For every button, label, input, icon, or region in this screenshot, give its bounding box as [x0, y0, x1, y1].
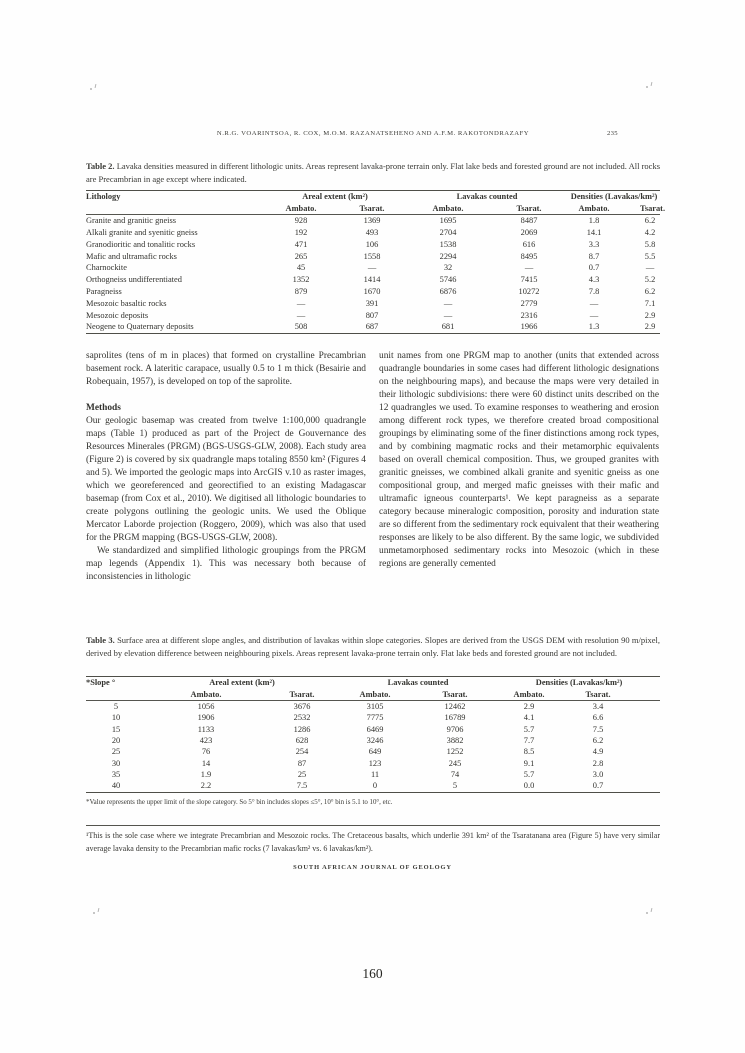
table-cell: Mafic and ultramafic rocks	[86, 251, 177, 261]
table-cell: —	[524, 263, 534, 273]
body-column-left	[86, 350, 366, 633]
page-number-top: 235	[607, 130, 618, 137]
table-cell: 4.1	[523, 713, 535, 723]
table-cell: 123	[368, 758, 382, 768]
table-cell: 6.6	[592, 713, 604, 723]
column-subheader: Ambato.	[406, 203, 490, 215]
table-cell: 8495	[520, 251, 538, 261]
table-cell: 15	[111, 724, 121, 734]
table-cell: 14.1	[586, 227, 602, 237]
table-cell: 5746	[439, 275, 457, 285]
column-group-densities: Densities (Lavakas/km²)	[535, 678, 623, 687]
table-cell: —	[367, 263, 377, 273]
column-header-slope: *Slope °	[86, 678, 116, 687]
table-row	[86, 310, 660, 322]
table-row	[86, 780, 660, 792]
table-row	[86, 274, 660, 286]
table-cell: 7775	[366, 713, 384, 723]
table-cell: 7.5	[296, 781, 308, 791]
table-cell: 928	[294, 216, 308, 226]
table-cell: Mesozoic basaltic rocks	[86, 298, 167, 308]
table-cell: 5.8	[644, 239, 656, 249]
table-cell: 2.9	[644, 322, 656, 332]
column-subheader	[86, 203, 264, 215]
table-cell: 0.0	[523, 781, 535, 791]
paragraph: unit names from one PRGM map to another (units that extended across quadrangle boundaries in some cases had different lithologic designations on the neighbouring maps), and because the maps were very detailed in their lithologic subdivisions: there were 60 distinct units described on the 12 quadrangles we used. To examine responses to weathering and erosion among different rock types, we therefore created broad compositional groupings by eliminating some of the finer distinctions among rock types, and by combining magmatic rocks and their metamorphic equivalents based on overall chemical composition. Thus, we grouped granites with granitic gneisses, we combined alkali granite and syenitic gneiss as one compositional group, and merged mafic gneisses with their mafic and ultramafic igneous counterparts¹. We kept paragneiss as a separate category because mineralogic composition, porosity and induration state are so different from the sedimentary rock equivalent that their weathering responses are likely to be also different. By the same logic, we subdivided unmetamorphosed sedimentary rocks into Mesozoic (which in these regions are generally cemented	[379, 351, 659, 569]
table-row	[86, 712, 660, 723]
table-cell: 25	[111, 747, 121, 757]
table-cell: Paragneiss	[86, 286, 122, 296]
table2-caption-label: Table 2.	[86, 161, 115, 171]
table-cell: 1695	[439, 216, 457, 226]
table-cell: 879	[294, 286, 308, 296]
table-cell: 807	[365, 310, 379, 320]
column-subheader: Ambato.	[568, 203, 620, 215]
registration-mark	[90, 84, 96, 90]
table-cell: —	[589, 298, 599, 308]
table-cell: 10	[111, 713, 121, 723]
column-subheader: Tsarat.	[338, 203, 406, 215]
paragraph: We standardized and simplified lithologic groupings from the PRGM map legends (Appendix 1). This was necessary both because of inconsistencies in lithologic	[86, 546, 366, 582]
table-cell: 5.7	[523, 769, 535, 779]
table-cell: 74	[450, 769, 460, 779]
registration-mark	[646, 908, 652, 914]
table-cell: 7.7	[523, 736, 535, 746]
table-cell: 106	[365, 239, 379, 249]
table-cell: 1369	[363, 216, 381, 226]
table-cell: 2779	[520, 298, 538, 308]
table-cell: —	[296, 310, 306, 320]
table-cell: 508	[294, 322, 308, 332]
table-cell: 192	[294, 227, 308, 237]
column-subheader: Ambato.	[338, 689, 412, 701]
table-cell: 4.3	[588, 275, 600, 285]
table-cell: 254	[295, 747, 309, 757]
table-row	[86, 251, 660, 263]
table-cell: 1133	[197, 724, 215, 734]
table-cell: 1558	[363, 251, 381, 261]
running-head	[86, 130, 660, 142]
table-cell: —	[443, 310, 453, 320]
table-cell: —	[296, 298, 306, 308]
table3-caption-label: Table 3.	[86, 635, 115, 645]
table3-caption-text: Surface area at different slope angles, and distribution of lavakas within slope categories. Slopes are derived from the USGS DEM with resolution 90 m/pixel, derived by elevation difference between neighbouring pixels. Areas represent lavaka-prone terrain only. Flat lake beds and forested ground are not included.	[86, 635, 660, 658]
table-cell: 35	[111, 769, 121, 779]
table-cell: 616	[522, 239, 536, 249]
column-group-densities: Densities (Lavakas/km²)	[570, 192, 658, 201]
table-cell: 32	[443, 263, 453, 273]
table-cell: Charnockite	[86, 263, 127, 273]
column-header-lithology: Lithology	[86, 192, 121, 201]
table2-group-header-row	[86, 191, 660, 203]
column-subheader: Tsarat.	[620, 203, 660, 215]
column-subheader: Tsarat.	[412, 689, 498, 701]
table-cell: 6469	[366, 724, 384, 734]
table-row	[86, 227, 660, 239]
table-cell: 7.8	[588, 286, 600, 296]
table-cell: 687	[365, 322, 379, 332]
table-row	[86, 262, 660, 274]
table-cell: 265	[294, 251, 308, 261]
table-cell: 5.7	[523, 724, 535, 734]
table-cell: 5	[452, 781, 458, 791]
table-cell: 10272	[518, 286, 540, 296]
table-row	[86, 769, 660, 780]
table-cell: 3.3	[588, 239, 600, 249]
table-cell: 628	[295, 736, 309, 746]
table-cell: 1252	[446, 747, 464, 757]
column-subheader: Ambato.	[498, 689, 560, 701]
table-cell: 1056	[197, 702, 215, 712]
table-cell: 5.5	[644, 251, 656, 261]
table-cell: 391	[365, 298, 379, 308]
table-cell: 649	[368, 747, 382, 757]
column-group-lavakas-counted: Lavakas counted	[387, 678, 449, 687]
table-row	[86, 724, 660, 735]
journal-footer: SOUTH AFRICAN JOURNAL OF GEOLOGY	[293, 864, 452, 871]
column-subheader	[86, 689, 146, 701]
table-cell: 16789	[444, 713, 466, 723]
table-cell: 9.1	[523, 758, 535, 768]
table-cell: 6.2	[592, 736, 604, 746]
table3-footnote: *Value represents the upper limit of the slope category. So 5° bin includes slopes ≤5°, 10° bin is 5.1 to 10°, etc.	[86, 799, 393, 806]
table-cell: 3676	[293, 702, 311, 712]
table-cell: 87	[297, 758, 307, 768]
table-cell: 0	[372, 781, 378, 791]
table-row	[86, 298, 660, 310]
table-cell: 2294	[439, 251, 457, 261]
table-cell: 12462	[444, 702, 466, 712]
table-cell: 6876	[439, 286, 457, 296]
table-cell: 7415	[520, 275, 538, 285]
table-row	[86, 239, 660, 251]
table-cell: Neogene to Quaternary deposits	[86, 322, 194, 332]
table-cell: 1414	[363, 275, 381, 285]
table-cell: —	[589, 310, 599, 320]
table-cell: Granite and granitic gneiss	[86, 216, 177, 226]
table-cell: 493	[365, 227, 379, 237]
footnote-1: ¹This is the sole case where we integrate Precambrian and Mesozoic rocks. The Cretaceous basalts, which underlie 391 km² of the Tsaratanana area (Figure 5) have very similar average lavaka density to the Precambrian mafic rocks (7 lavakas/km² vs. 6 lavakas/km²).	[86, 831, 660, 853]
table-cell: 2.9	[523, 702, 535, 712]
table-cell: 4.2	[644, 227, 656, 237]
table-cell: 40	[111, 781, 121, 791]
table-cell: 25	[297, 769, 307, 779]
table-cell: Granodioritic and tonalitic rocks	[86, 239, 196, 249]
table-cell: 3.4	[592, 702, 604, 712]
table-cell: 9706	[446, 724, 464, 734]
table-cell: 2.2	[200, 781, 212, 791]
column-subheader: Ambato.	[264, 203, 338, 215]
table-cell: 423	[199, 736, 213, 746]
paragraph: saprolites (tens of m in places) that formed on crystalline Precambrian basement rock. A lateritic carapace, usually 0.5 to 1 m thick (Besairie and Robequain, 1957), is developed on top of the saprolite.	[86, 351, 366, 387]
table-cell: 1.8	[588, 216, 600, 226]
table-cell: 2.9	[644, 310, 656, 320]
table-cell: 3105	[366, 702, 384, 712]
table-cell: 30	[111, 758, 121, 768]
table-cell: Orthogneiss undifferentiated	[86, 275, 182, 285]
table-row	[86, 701, 660, 713]
table-cell: 20	[111, 736, 121, 746]
table-cell: 1286	[293, 724, 311, 734]
table-row	[86, 746, 660, 757]
table-cell: 76	[201, 747, 211, 757]
table-cell: 2532	[293, 713, 311, 723]
table-row	[86, 286, 660, 298]
table-cell: 2.8	[592, 758, 604, 768]
column-group-areal-extent: Areal extent (km²)	[302, 192, 368, 201]
column-subheader: Tsarat.	[490, 203, 568, 215]
table-cell: 6.2	[644, 286, 656, 296]
table-cell: 0.7	[592, 781, 604, 791]
table-cell: 5.2	[644, 275, 656, 285]
table-cell: 1.9	[200, 769, 212, 779]
table-cell: 6.2	[644, 216, 656, 226]
table-cell: 1538	[439, 239, 457, 249]
column-group-areal-extent: Areal extent (km²)	[209, 678, 275, 687]
table-cell: 681	[441, 322, 455, 332]
table-cell: 8.5	[523, 747, 535, 757]
table-cell: Alkali granite and syenitic gneiss	[86, 227, 198, 237]
body-text	[86, 350, 660, 633]
table-cell: 2704	[439, 227, 457, 237]
table-row	[86, 215, 660, 227]
table3-sub-header-row	[86, 689, 660, 701]
registration-mark	[93, 908, 99, 914]
table-cell: 4.9	[592, 747, 604, 757]
table3-lavakas-by-slope	[86, 676, 660, 793]
table-cell: 1.3	[588, 322, 600, 332]
column-subheader: Ambato.	[146, 689, 266, 701]
table-row	[86, 735, 660, 746]
table-row	[86, 321, 660, 333]
table-cell: —	[645, 263, 655, 273]
table3-group-header-row	[86, 677, 660, 689]
table-row	[86, 758, 660, 769]
running-head-authors: N.R.G. VOARINTSOA, R. COX, M.O.M. RAZANATSEHENO AND A.F.M. RAKOTONDRAZAFY	[216, 130, 530, 137]
paragraph: Our geologic basemap was created from twelve 1:100,000 quadrangle maps (Table 1) produced as part of the Project de Gouvernance des Resources Minerales (PRGM) (BGS-USGS-GLW, 2008). Each study area (Figure 2) is covered by six quadrangle maps totaling 8550 km² (Figures 4 and 5). We imported the geologic maps into ArcGIS v.10 as raster images, which we georeferenced and georectified to an existing Madagascar basemap (from Cox et al., 2010). We digitised all lithologic boundaries to create polygons outlining the geologic units. We used the Oblique Mercator Laborde projection (Roggero, 2009), which was also that used for the PRGM mapping (BGS-USGS-GLW, 2008).	[86, 416, 366, 543]
table2-caption-text: Lavaka densities measured in different lithologic units. Areas represent lavaka-prone terrain only. Flat lake beds and forested ground are not included. All rocks are Precambrian in age except where indicated.	[86, 161, 661, 184]
table-cell: 1352	[292, 275, 310, 285]
table3-caption	[86, 634, 660, 660]
table-cell: Mesozoic deposits	[86, 310, 149, 320]
table2-lavaka-densities-by-lithology	[86, 190, 666, 334]
table-cell: 7.1	[644, 298, 656, 308]
column-subheader: Tsarat.	[266, 689, 338, 701]
table-cell: 1906	[197, 713, 215, 723]
table-cell: 8487	[520, 216, 538, 226]
table-cell: 8.7	[588, 251, 600, 261]
section-heading-methods: Methods	[86, 403, 121, 413]
table-cell: 0.7	[588, 263, 600, 273]
table-cell: 2069	[520, 227, 538, 237]
page-number-bottom: 160	[362, 966, 383, 981]
table-cell: 3882	[446, 736, 464, 746]
registration-mark	[646, 82, 652, 88]
table-cell: —	[443, 298, 453, 308]
column-group-lavakas-counted: Lavakas counted	[456, 192, 518, 201]
table-cell: 245	[448, 758, 462, 768]
table-cell: 1670	[363, 286, 381, 296]
table-cell: 7.5	[592, 724, 604, 734]
footnote-rule	[86, 825, 660, 826]
table-cell: 5	[113, 702, 119, 712]
table-cell: 3.0	[592, 769, 604, 779]
column-subheader: Tsarat.	[560, 689, 660, 701]
table-cell: 11	[370, 769, 380, 779]
table2-sub-header-row	[86, 203, 660, 215]
table-cell: 14	[201, 758, 211, 768]
table-cell: 471	[294, 239, 308, 249]
table-cell: 3246	[366, 736, 384, 746]
table2-caption	[86, 160, 660, 186]
table-cell: 1966	[520, 322, 538, 332]
body-column-right	[379, 350, 659, 633]
table-cell: 2316	[520, 310, 538, 320]
table-cell: 45	[296, 263, 306, 273]
